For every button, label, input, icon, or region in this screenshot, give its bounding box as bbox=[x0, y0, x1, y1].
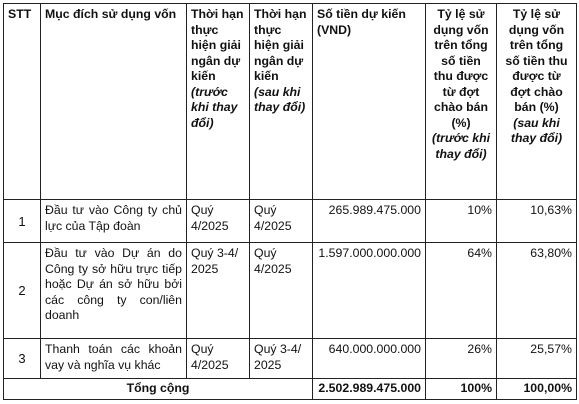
table-row bbox=[4, 243, 577, 339]
row-time-after: Quý 4/2025 bbox=[250, 200, 313, 243]
capital-use-table bbox=[3, 3, 577, 400]
row-time-before: Quý 4/2025 bbox=[187, 339, 250, 379]
header-purpose: Mục đích sử dụng vốn bbox=[41, 4, 187, 200]
row-ratio-before: 10% bbox=[426, 200, 497, 243]
row-stt: 2 bbox=[4, 243, 41, 339]
row-purpose: Đầu tư vào Dự án do Công ty sở hữu trực tiếp hoặc Dự án sở hữu bởi các công ty con/liên doanh bbox=[41, 243, 187, 339]
total-label: Tổng cộng bbox=[4, 379, 313, 400]
row-amount: 265.989.475.000 bbox=[313, 200, 426, 243]
header-time-before-main: Thời hạn thực hiện giải ngân dự kiến bbox=[191, 7, 244, 83]
row-time-after: Quý 3-4/ 2025 bbox=[250, 339, 313, 379]
row-ratio-before: 64% bbox=[426, 243, 497, 339]
header-ratio-before bbox=[426, 4, 497, 200]
header-ratio-after-note: (sau khi thay đổi) bbox=[510, 115, 563, 145]
header-time-before-note: (trước khi thay đổi) bbox=[191, 84, 238, 130]
header-ratio-after bbox=[497, 4, 577, 200]
header-row bbox=[4, 4, 577, 200]
header-time-after-main: Thời hạn thực hiện giải ngân dự kiến bbox=[254, 7, 307, 83]
row-purpose: Thanh toán các khoản vay và nghĩa vụ khác bbox=[41, 339, 187, 379]
header-time-before bbox=[187, 4, 250, 200]
table-row bbox=[4, 339, 577, 379]
row-ratio-before: 26% bbox=[426, 339, 497, 379]
header-stt: STT bbox=[4, 4, 41, 200]
header-amount: Số tiền dự kiến (VND) bbox=[313, 4, 426, 200]
row-time-after: Quý 4/2025 bbox=[250, 243, 313, 339]
row-amount: 640.000.000.000 bbox=[313, 339, 426, 379]
header-ratio-after-main: Tỷ lệ sử dụng vốn trên tổng số tiền thu được từ đợt chào bán (%) bbox=[505, 7, 568, 114]
total-amount: 2.502.989.475.000 bbox=[313, 379, 426, 400]
row-time-before: Quý 4/2025 bbox=[187, 200, 250, 243]
header-ratio-before-note: (trước khi thay đổi) bbox=[431, 131, 491, 161]
row-stt: 1 bbox=[4, 200, 41, 243]
row-ratio-after: 25,57% bbox=[497, 339, 577, 379]
header-time-after-note: (sau khi thay đổi) bbox=[254, 84, 306, 114]
total-ratio-after: 100,00% bbox=[497, 379, 577, 400]
total-row bbox=[4, 379, 577, 400]
header-ratio-before-main: Tỷ lệ sử dụng vốn trên tổng số tiền thu được từ đợt chào bán (%) bbox=[433, 7, 489, 130]
row-purpose: Đầu tư vào Công ty chủ lực của Tập đoàn bbox=[41, 200, 187, 243]
table-row bbox=[4, 200, 577, 243]
row-ratio-after: 10,63% bbox=[497, 200, 577, 243]
row-stt: 3 bbox=[4, 339, 41, 379]
row-time-before: Quý 3-4/ 2025 bbox=[187, 243, 250, 339]
row-ratio-after: 63,80% bbox=[497, 243, 577, 339]
total-ratio-before: 100% bbox=[426, 379, 497, 400]
row-amount: 1.597.000.000.000 bbox=[313, 243, 426, 339]
header-time-after bbox=[250, 4, 313, 200]
